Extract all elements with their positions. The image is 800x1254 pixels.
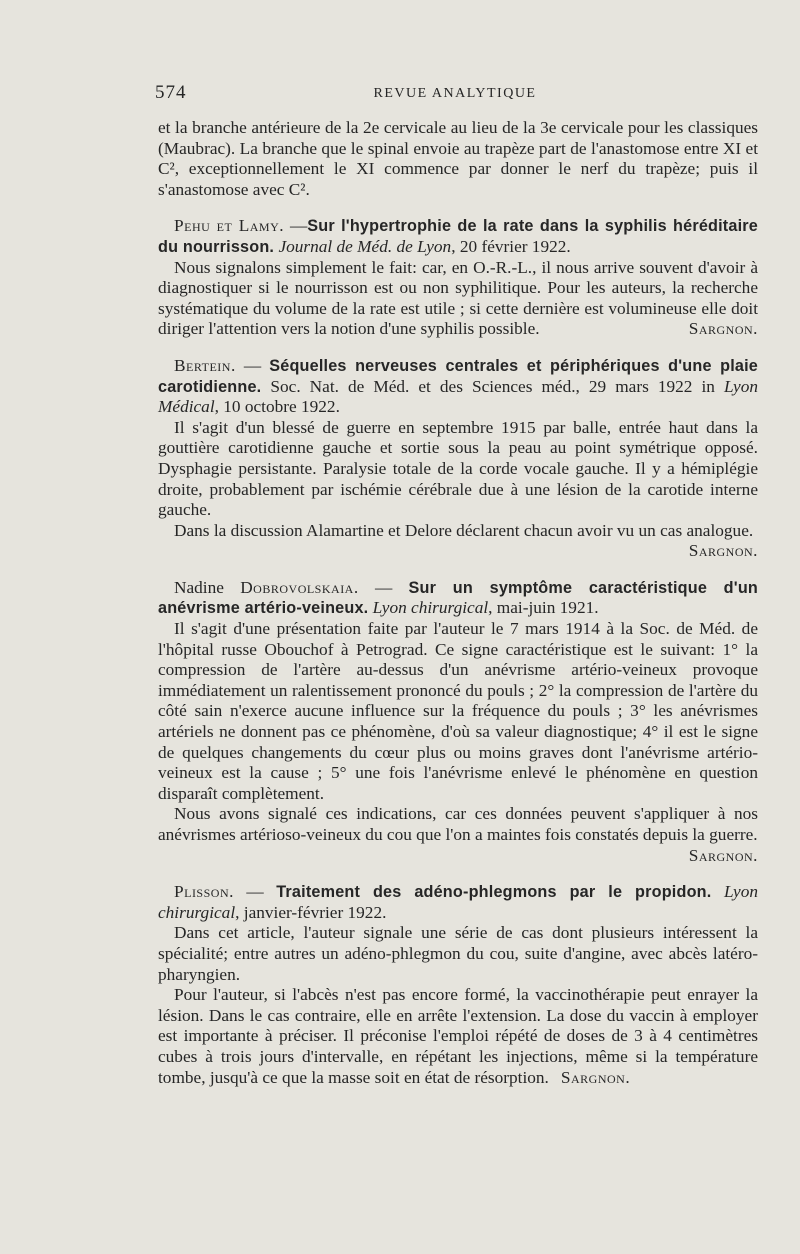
entry-authors: Pehu et Lamy. xyxy=(174,216,285,236)
entry-source-journal: Lyon Médical xyxy=(158,376,758,417)
entry-paragraph: Pour l'auteur, si l'abcès n'est pas encore formé, la vaccinothérapie peut enrayer la lésion. Dans le cas contraire, elle en arrête l'extension. La dose du vaccin à employer est importante à préciser. Il préconise l'emploi répété de doses de 3 à 4 centimètres cubes à trois jours d'intervalle, en répétant les injections, même si la température tombe, jusqu'à ce que la masse soit en état de résorption. Sargnon. xyxy=(158,985,758,1087)
running-title: REVUE ANALYTIQUE xyxy=(373,86,537,101)
review-entry-dobrovolskaia xyxy=(158,578,758,866)
entry-authors: Bertein. xyxy=(174,355,236,375)
entry-source-date: , mai-juin 1921. xyxy=(488,598,599,618)
entry-heading xyxy=(158,216,758,257)
entry-author-firstname: Nadine xyxy=(174,577,241,597)
entry-paragraph: Dans cet article, l'auteur signale une série de cas dont plusieurs intéressent la spécialité; entre autres un adéno-phlegmon du cou, suite d'angine, avec abcès latéro-pharyngien. xyxy=(158,923,758,984)
entry-signature: Sargnon. xyxy=(688,845,758,865)
entry-authors: Plisson. xyxy=(174,882,234,902)
entry-title: Sur l'hypertrophie de la rate dans la syphilis héréditaire du nourrisson. xyxy=(158,217,758,256)
entry-title: Séquelles nerveuses centrales et périphériques d'une plaie carotidienne. xyxy=(158,356,759,396)
article-body xyxy=(158,118,758,1088)
entry-paragraph: Dans la discussion Alamartine et Delore déclarent chacun avoir vu un cas analogue. Sargnon. xyxy=(174,520,758,561)
page-number: 574 xyxy=(155,82,187,103)
entry-source-society: Soc. Nat. de Méd. et des Sciences méd., 29 mars 1922 in xyxy=(261,376,724,396)
entry-source-journal: Lyon chirurgical xyxy=(372,598,489,618)
entry-signature: Sargnon. xyxy=(560,1067,631,1087)
entry-dash: — xyxy=(358,577,409,597)
entry-paragraph: Nous avons signalé ces indications, car ces données peuvent s'appliquer à nos anévrismes artérioso-veineux du cou que l'on a maintes fois constatés depuis la guerre. Sargnon. xyxy=(158,804,758,865)
entry-paragraph: Il s'agit d'une présentation faite par l'auteur le 7 mars 1914 à la Soc. de Méd. de l'hôpital russe Obouchof à Petrograd. Ce signe caractéristique est le suivant: 1° la compression de l'artère au-dessus d'un anévrisme artério-veineux provoque immédiatement un ralentissement prononcé du pouls ; 2° la compression de l'artère du côté sain n'exerce aucune influence sur la fréquence du pouls ; 3° les anévrismes artériels ne donnent pas ce phénomène, d'où sa valeur diagnostique; 4° il est le signe de quelques changements du cœur plus ou moins graves dont l'anévrisme artério-veineux est la cause ; 5° une fois l'anévrisme enlevé le phénomène en question disparaît complètement. xyxy=(158,619,758,803)
review-entry-plisson xyxy=(158,882,758,1088)
entry-paragraph: Nous signalons simplement le fait: car, en O.-R.-L., il nous arrive souvent d'avoir à diagnostiquer si le nourrisson est ou non syphilitique. Pour les auteurs, la recherche systématique du volume de la rate est utile ; si cette dernière est volumineuse elle doit diriger l'attention vers la notion d'une syphilis possible. Sargnon. xyxy=(158,257,758,339)
page-header xyxy=(155,82,755,104)
entry-title: Traitement des adéno-phlegmons par le propidon. xyxy=(276,883,712,902)
entry-signature: Sargnon. xyxy=(688,541,758,561)
entry-dash: — xyxy=(235,355,270,375)
review-entry-pehu-lamy xyxy=(158,216,758,340)
entry-authors: Dobrovolskaia. xyxy=(240,577,359,597)
review-entry-bertein xyxy=(158,356,758,562)
entry-heading xyxy=(158,882,758,923)
entry-title: Sur un symptôme caractéristique d'un anévrisme artério-veineux. xyxy=(158,578,758,618)
entry-source-date: , janvier-février 1922. xyxy=(235,902,387,922)
entry-source-date: , 20 février 1922. xyxy=(451,236,571,256)
entry-source-date: , 10 octobre 1922. xyxy=(214,397,340,417)
entry-paragraph: Il s'agit d'un blessé de guerre en septembre 1915 par balle, entrée haut dans la gouttière carotidienne gauche et sortie sous la peau au point symétrique opposé. Dysphagie persistante. Paralysie totale de la corde vocale gauche. Il y a hémiplégie droite, probablement par ischémie cérébrale due à une lésion de la carotide interne gauche. xyxy=(158,417,758,520)
entry-heading xyxy=(158,578,758,619)
entry-source-journal: Lyon chirurgical xyxy=(158,882,759,922)
continuation-paragraph: et la branche antérieure de la 2e cervicale au lieu de la 3e cervicale pour les classiques (Maubrac). La branche que le spinal envoie au trapèze part de l'anastomose entre XI et C², exceptionnellement le XI commence par donner le nerf du trapèze; puis il s'anastomose avec C². xyxy=(158,118,758,199)
entry-signature: Sargnon. xyxy=(688,319,758,339)
entry-dash: — xyxy=(233,882,277,902)
entry-source-journal: Journal de Méd. de Lyon xyxy=(278,236,452,256)
entry-dash: — xyxy=(284,216,308,236)
entry-heading xyxy=(158,356,758,418)
